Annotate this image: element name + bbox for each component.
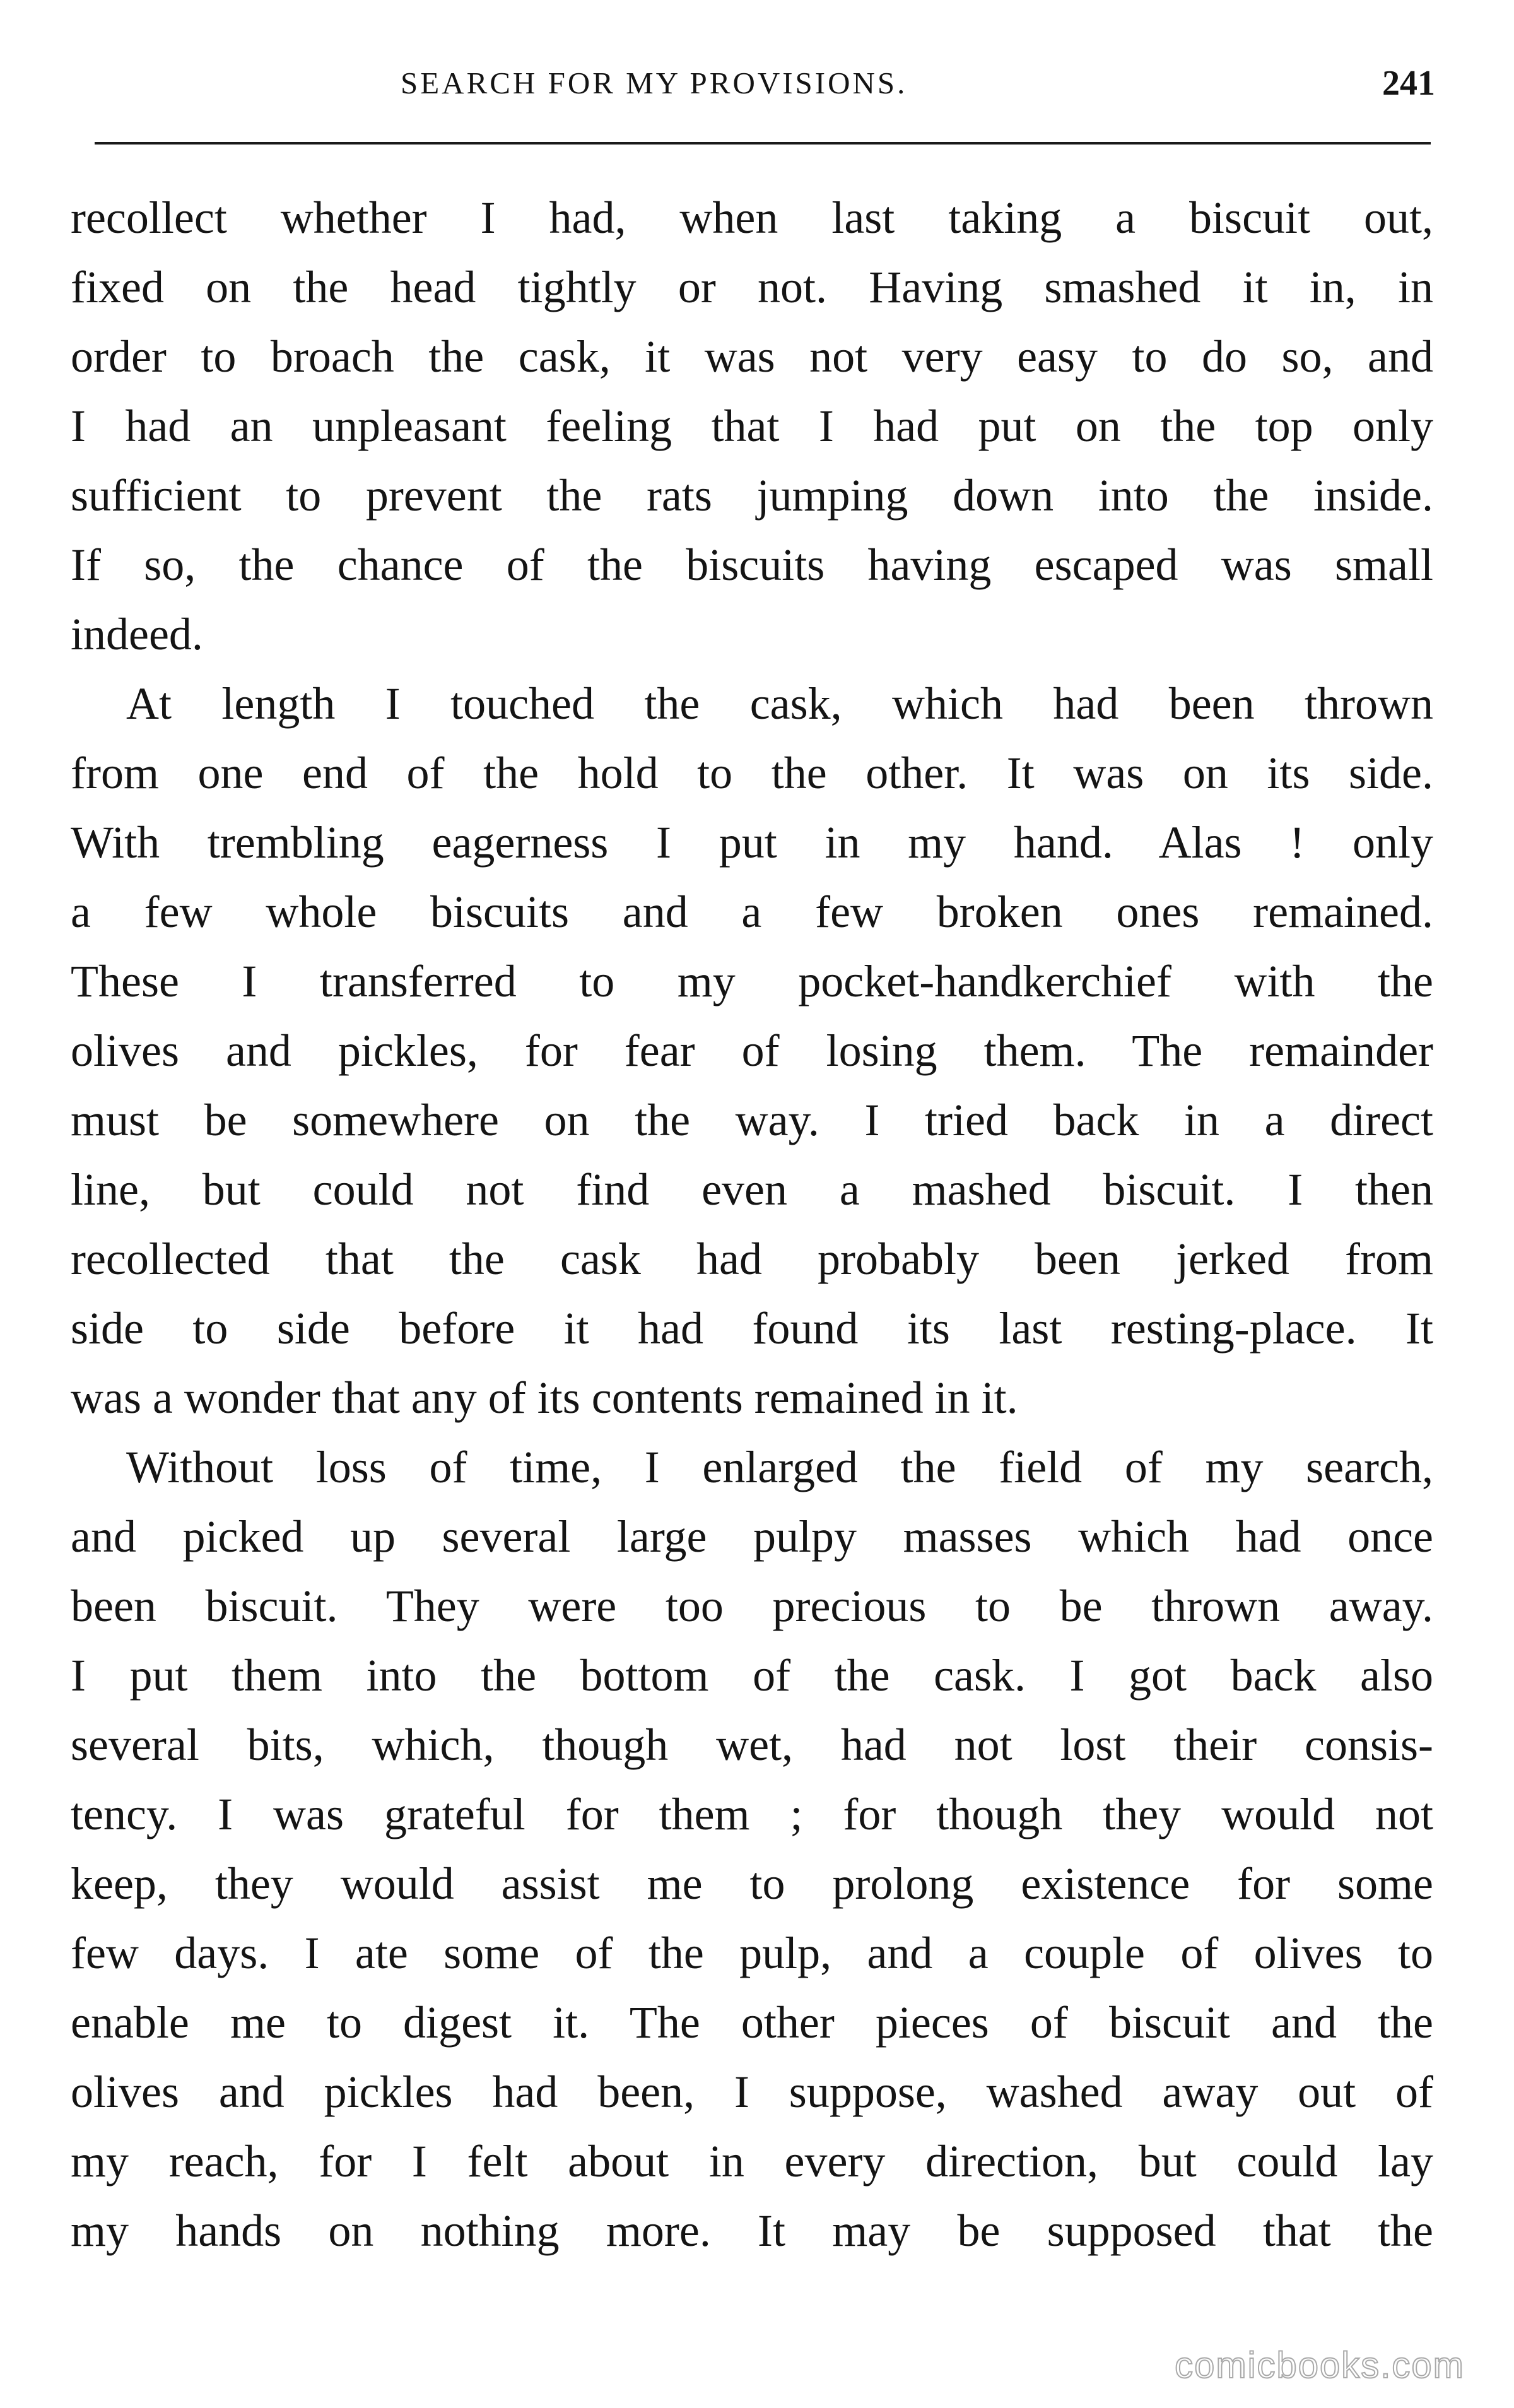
text-line: recollect whether I had, when last taking a biscuit out, <box>71 192 1433 243</box>
text-line: tency. I was grateful for them ; for though they would not <box>71 1789 1433 1839</box>
text-line: my hands on nothing more. It may be supposed that the <box>71 2205 1433 2256</box>
text-line: I put them into the bottom of the cask. I got back also <box>71 1650 1433 1701</box>
body-text <box>71 183 1433 2265</box>
paragraph-start-line: Without loss of time, I enlarged the field of my search, <box>126 1442 1433 1492</box>
text-line: must be somewhere on the way. I tried back in a direct <box>71 1095 1433 1145</box>
text-line: been biscuit. They were too precious to be thrown away. <box>71 1581 1433 1631</box>
text-line: and picked up several large pulpy masses which had once <box>71 1511 1433 1562</box>
text-line: sufficient to prevent the rats jumping down into the inside. <box>71 470 1433 521</box>
text-line: several bits, which, though wet, had not lost their consis- <box>71 1720 1433 1770</box>
page-header <box>73 58 1435 109</box>
text-line: olives and pickles, for fear of losing them. The remainder <box>71 1025 1433 1076</box>
running-title: SEARCH FOR MY PROVISIONS. <box>401 66 908 100</box>
paragraph-end-line: was a wonder that any of its contents remained in it. <box>71 1372 1018 1423</box>
text-line: line, but could not find even a mashed biscuit. I then <box>71 1164 1433 1215</box>
text-line: recollected that the cask had probably been jerked from <box>71 1234 1433 1284</box>
text-line: enable me to digest it. The other pieces of biscuit and the <box>71 1997 1433 2048</box>
text-line: fixed on the head tightly or not. Having smashed it in, in <box>71 262 1433 312</box>
text-line: few days. I ate some of the pulp, and a couple of olives to <box>71 1928 1433 1978</box>
text-line: These I transferred to my pocket-handkerchief with the <box>71 956 1433 1006</box>
header-rule <box>95 142 1431 145</box>
text-line: order to broach the cask, it was not very easy to do so, and <box>71 331 1433 382</box>
text-line: If so, the chance of the biscuits having escaped was small <box>71 540 1433 590</box>
paragraph-end-line: indeed. <box>71 609 203 659</box>
text-line: olives and pickles had been, I suppose, washed away out of <box>71 2067 1433 2117</box>
text-line: a few whole biscuits and a few broken ones remained. <box>71 887 1433 937</box>
text-line: from one end of the hold to the other. It was on its side. <box>71 748 1433 798</box>
text-line: keep, they would assist me to prolong existence for some <box>71 1858 1433 1909</box>
watermark: comicbooks.com <box>1175 2345 1465 2386</box>
page-number: 241 <box>1382 64 1435 103</box>
paragraph-start-line: At length I touched the cask, which had been thrown <box>126 678 1433 729</box>
text-line: my reach, for I felt about in every direction, but could lay <box>71 2136 1433 2187</box>
text-line: side to side before it had found its last resting-place. It <box>71 1303 1433 1354</box>
text-line: I had an unpleasant feeling that I had put on the top only <box>71 401 1433 451</box>
text-line: With trembling eagerness I put in my hand. Alas ! only <box>71 817 1433 868</box>
